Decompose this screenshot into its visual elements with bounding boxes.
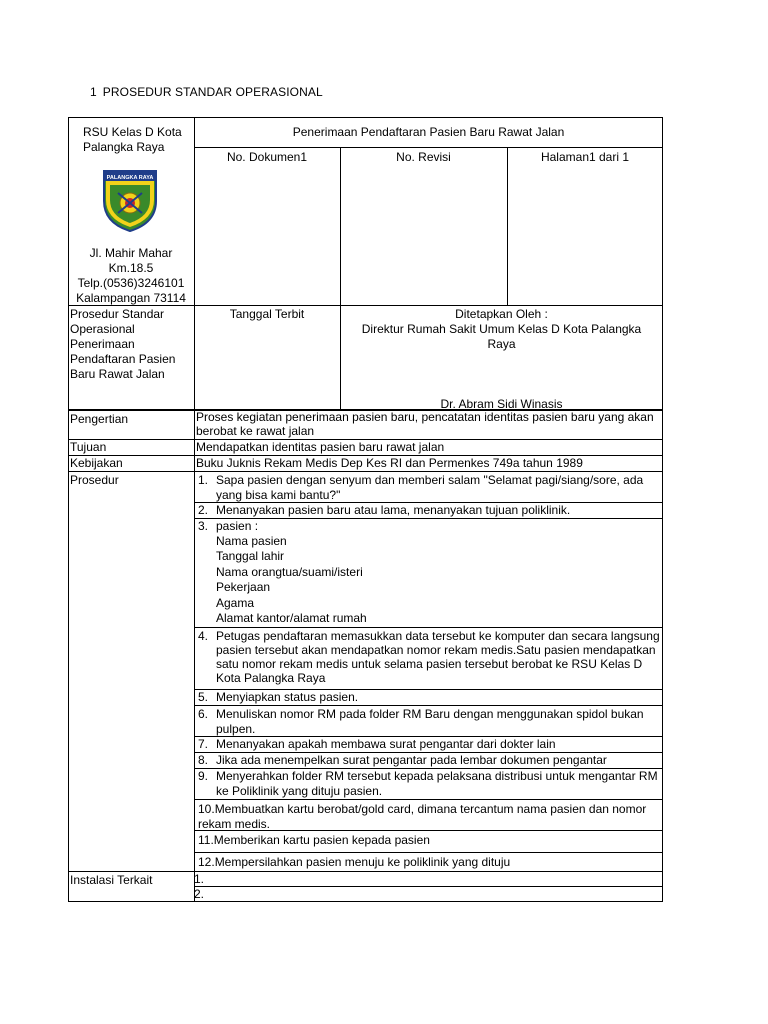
list-item: Agama xyxy=(216,595,255,610)
issue-date-label: Tanggal Terbit xyxy=(229,307,305,321)
procedure-step: 3. pasien : Nama pasien Tanggal lahir Nama orangtua/suami/isteri Pekerjaan Agama Alamat kantor/alamat rumah xyxy=(198,519,660,627)
procedure-step: 12.Mempersilahkan pasien menuju ke poliklinik yang dituju xyxy=(198,855,511,869)
institution-address xyxy=(68,246,194,306)
address-line: Kalampangan 73114 xyxy=(76,291,186,305)
instalasi-item: 2. xyxy=(194,887,205,901)
document-heading xyxy=(90,85,323,99)
patient-data-list xyxy=(198,534,660,628)
institution-name: RSU Kelas D Kota Palangka Raya xyxy=(83,125,182,154)
procedure-step: 5. Menyiapkan status pasien. xyxy=(198,690,359,704)
address-line: Km.18.5 xyxy=(108,261,154,275)
set-by-label: Ditetapkan Oleh : xyxy=(455,307,548,321)
procedure-step: 6. Menuliskan nomor RM pada folder RM Baru dengan menggunakan spidol bukan pulpen. xyxy=(198,707,644,736)
sop-label: Prosedur Standar Operasional Penerimaan Pendaftaran Pasien Baru Rawat Jalan xyxy=(70,307,176,381)
row-text-kebijakan: Buku Juknis Rekam Medis Dep Kes RI dan Permenkes 749a tahun 1989 xyxy=(196,456,583,470)
row-text-tujuan: Mendapatkan identitas pasien baru rawat jalan xyxy=(196,440,445,454)
address-line: Jl. Mahir Mahar xyxy=(89,246,173,260)
row-label-instalasi: Instalasi Terkait xyxy=(70,873,153,887)
list-item: Tanggal lahir xyxy=(216,549,285,564)
list-item: Nama pasien xyxy=(216,533,287,548)
row-text-pengertian: Proses kegiatan penerimaan pasien baru, pencatatan identitas pasien baru yang akan berobat ke rawat jalan xyxy=(196,410,654,438)
row-label-pengertian: Pengertian xyxy=(70,412,129,426)
heading-number: 1 xyxy=(90,85,97,99)
list-item: Pekerjaan xyxy=(216,580,271,595)
heading-title: PROSEDUR STANDAR OPERASIONAL xyxy=(102,85,323,99)
signatory-name: Dr. Abram Sidi Winasis xyxy=(440,397,563,411)
procedure-step: 7. Menanyakan apakah membawa surat pengantar dari dokter lain xyxy=(198,737,556,751)
address-line: Telp.(0536)3246101 xyxy=(77,276,185,290)
instalasi-item: 1. xyxy=(194,872,205,886)
list-item: Nama orangtua/suami/isteri xyxy=(216,564,363,579)
procedure-step: 1. Sapa pasien dengan senyum dan memberi salam "Selamat pagi/siang/sore, ada yang bisa kami bantu?" xyxy=(198,473,644,502)
revision-label: No. Revisi xyxy=(396,150,451,164)
page-label: Halaman1 dari 1 xyxy=(540,150,630,164)
director-title: Direktur Rumah Sakit Umum Kelas D Kota Palangka Raya xyxy=(361,322,642,351)
document-title: Penerimaan Pendaftaran Pasien Baru Rawat Jalan xyxy=(292,125,565,139)
procedure-step: 8. Jika ada menempelkan surat pengantar pada lembar dokumen pengantar xyxy=(198,753,607,767)
procedure-step: 4. Petugas pendaftaran memasukkan data tersebut ke komputer dan secara langsung pasien tersebut akan mendapatkan nomor rekam medis.Satu pasien mendapatkan satu nomor rekam medis untuk selama pasien tersebut berobat ke RSU Kelas D Kota Palangka Raya xyxy=(198,629,660,685)
hospital-logo xyxy=(100,167,160,233)
procedure-step: 10.Membuatkan kartu berobat/gold card, dimana tercantum nama pasien dan nomor rekam medis. xyxy=(198,802,647,831)
row-label-prosedur: Prosedur xyxy=(70,473,119,487)
doc-number-label: No. Dokumen1 xyxy=(226,150,308,164)
procedure-step: 11.Memberikan kartu pasien kepada pasien xyxy=(198,833,430,847)
row-label-kebijakan: Kebijakan xyxy=(70,456,123,470)
procedure-step: 2. Menanyakan pasien baru atau lama, menanyakan tujuan poliklinik. xyxy=(198,503,571,517)
procedure-step: 9. Menyerahkan folder RM tersebut kepada pelaksana distribusi untuk mengantar RM ke Poliklinik yang dituju pasien. xyxy=(198,769,658,798)
list-item: Alamat kantor/alamat rumah xyxy=(216,611,367,626)
svg-text:PALANGKA RAYA: PALANGKA RAYA xyxy=(106,175,154,181)
row-label-tujuan: Tujuan xyxy=(70,440,107,454)
